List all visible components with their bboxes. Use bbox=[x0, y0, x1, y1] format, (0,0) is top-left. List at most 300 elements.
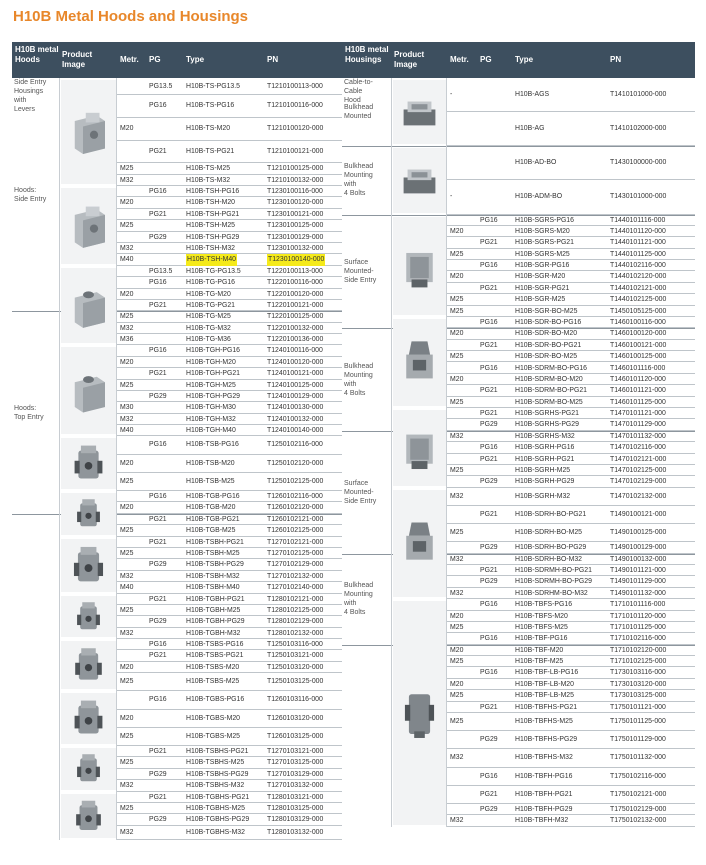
table-row bbox=[116, 141, 342, 164]
pn-cell: T1710102116-000 bbox=[610, 635, 666, 643]
pn-cell: T1470102121-000 bbox=[610, 455, 667, 463]
metric-cell: M25 bbox=[450, 466, 464, 474]
table-row bbox=[116, 78, 342, 95]
pg-cell: PG21 bbox=[149, 538, 167, 546]
type-cell: H10B-TS-PG13.5 bbox=[186, 83, 240, 90]
pn-cell: T1260103116-000 bbox=[267, 696, 323, 704]
housing-bulkhead-4bolt-image bbox=[393, 148, 446, 212]
metric-cell: M40 bbox=[120, 427, 134, 435]
hood-side-entry-high-image bbox=[61, 188, 116, 264]
header-metric: Metr. bbox=[120, 55, 139, 64]
metric-cell: M40 bbox=[120, 584, 134, 592]
metric-cell: M25 bbox=[120, 381, 134, 389]
type-cell: H10B-TSBH-M40 bbox=[186, 584, 240, 592]
table-row bbox=[446, 328, 695, 339]
type-cell: H10B-SGRS-M25 bbox=[515, 250, 570, 258]
table-row bbox=[446, 622, 695, 633]
column-divider bbox=[116, 78, 117, 840]
pn-cell: T1210100121-000 bbox=[267, 147, 324, 155]
metric-cell: M25 bbox=[450, 296, 464, 304]
metric-cell: M20 bbox=[120, 124, 134, 132]
table-row bbox=[446, 146, 695, 180]
pn-cell: T1250103121-000 bbox=[267, 652, 324, 660]
pg-cell: PG21 bbox=[149, 147, 167, 155]
table-row bbox=[116, 571, 342, 582]
table-row bbox=[446, 294, 695, 305]
metric-cell: M25 bbox=[120, 759, 134, 767]
housing-lever-tgbs-image bbox=[61, 693, 116, 744]
table-row bbox=[446, 679, 695, 690]
table-row bbox=[116, 436, 342, 454]
pn-cell: T1730103116-000 bbox=[610, 669, 666, 677]
pg-cell: PG29 bbox=[149, 618, 167, 626]
table-row bbox=[446, 702, 695, 713]
type-cell: H10B-TGB-M25 bbox=[186, 527, 236, 535]
column-divider bbox=[391, 78, 392, 827]
type-cell: H10B-SGRS-PG16 bbox=[515, 216, 574, 224]
pn-cell: T1220100125-000 bbox=[267, 313, 324, 321]
table-row bbox=[446, 815, 695, 826]
pn-cell: T1710102120-000 bbox=[610, 646, 667, 654]
hoods-table bbox=[12, 42, 342, 840]
pn-cell: T1460100120-000 bbox=[610, 330, 667, 338]
type-cell: H10B-TGBHS-PG29 bbox=[186, 816, 250, 824]
type-cell: H10B-TGBHS-M25 bbox=[186, 804, 245, 812]
housings-table-header bbox=[342, 42, 695, 78]
pn-cell: T1260103120-000 bbox=[267, 714, 324, 722]
type-cell: H10B-TSBHS-M25 bbox=[186, 759, 245, 767]
table-row bbox=[446, 397, 695, 408]
type-cell: H10B-TBFH-M32 bbox=[515, 817, 569, 825]
table-row bbox=[446, 306, 695, 317]
pn-cell: T1750101121-000 bbox=[610, 703, 666, 711]
pn-cell: T1230100120-000 bbox=[267, 199, 324, 207]
pg-cell: PG21 bbox=[149, 301, 167, 309]
type-cell: H10B-SDRM-BO-PG16 bbox=[515, 364, 587, 372]
pn-cell: T1240100120-000 bbox=[267, 358, 324, 366]
metric-cell: M20 bbox=[120, 358, 134, 366]
table-row bbox=[116, 757, 342, 768]
type-cell: H10B-TSBH-M32 bbox=[186, 572, 240, 580]
pg-cell: PG21 bbox=[149, 595, 167, 603]
hoods-table-body bbox=[12, 78, 342, 840]
pg-cell: PG21 bbox=[149, 652, 167, 660]
type-cell: H10B-TSBHS-PG29 bbox=[186, 770, 249, 778]
pg-cell: PG21 bbox=[149, 370, 167, 378]
pn-cell: T1750101125-000 bbox=[610, 718, 666, 725]
pn-cell: T1730103125-000 bbox=[610, 692, 667, 700]
pn-cell: T1250103125-000 bbox=[267, 678, 324, 686]
pn-cell: T1240100130-000 bbox=[267, 404, 324, 412]
type-cell: H10B-TSH-PG21 bbox=[186, 210, 240, 218]
pn-cell: T1750102129-000 bbox=[610, 806, 667, 814]
type-cell: H10B-TG-PG13.5 bbox=[186, 267, 241, 275]
table-row bbox=[446, 363, 695, 374]
table-row bbox=[446, 749, 695, 767]
type-cell: H10B-TS-M25 bbox=[186, 165, 231, 173]
table-row bbox=[116, 220, 342, 231]
pn-cell: T1220100120-000 bbox=[267, 290, 324, 298]
pn-cell: T1710102125-000 bbox=[610, 658, 667, 666]
metric-cell: M30 bbox=[120, 404, 134, 412]
pn-cell: T1470101129-000 bbox=[610, 421, 666, 429]
pn-cell: T1240100125-000 bbox=[267, 381, 324, 389]
type-cell: H10B-SGRS-M20 bbox=[515, 227, 570, 235]
metric-cell: M36 bbox=[120, 336, 134, 344]
type-cell: H10B-TSB-M25 bbox=[186, 477, 235, 485]
pg-cell: PG16 bbox=[480, 669, 498, 677]
table-row bbox=[446, 180, 695, 214]
table-row bbox=[116, 311, 342, 322]
table-row bbox=[116, 175, 342, 186]
table-row bbox=[116, 582, 342, 593]
type-cell: H10B-TSB-PG16 bbox=[186, 441, 239, 449]
group-divider bbox=[342, 146, 695, 147]
metric-cell: M25 bbox=[120, 313, 134, 321]
table-row bbox=[116, 710, 342, 728]
pg-cell: PG16 bbox=[480, 444, 498, 452]
type-cell: H10B-TGH-M30 bbox=[186, 404, 236, 412]
table-row bbox=[116, 455, 342, 473]
type-cell: H10B-TG-PG16 bbox=[186, 279, 236, 287]
pn-cell: T1270102132-000 bbox=[267, 572, 324, 580]
type-cell: H10B-TBFHS-M32 bbox=[515, 754, 573, 762]
table-row bbox=[116, 163, 342, 174]
type-cell: H10B-TBFHS-PG29 bbox=[515, 736, 578, 744]
pg-cell: PG29 bbox=[149, 816, 167, 824]
table-row bbox=[116, 209, 342, 220]
pn-cell: T1250102120-000 bbox=[267, 459, 324, 467]
type-cell: H10B-AG bbox=[515, 125, 545, 133]
metric-cell: - bbox=[450, 193, 453, 201]
pn-cell: T1280102132-000 bbox=[267, 629, 324, 637]
type-cell: H10B-TGH-M25 bbox=[186, 381, 236, 389]
table-row bbox=[116, 197, 342, 208]
group-label: Cable-to- Cable Hood bbox=[344, 79, 373, 104]
header-pn: PN bbox=[610, 55, 622, 64]
pn-cell: T1270102140-000 bbox=[267, 584, 324, 592]
group-label: Bulkhead Mounted bbox=[344, 104, 374, 121]
type-cell: H10B-TSBH-M25 bbox=[186, 549, 240, 557]
pn-cell: T1270103125-000 bbox=[267, 759, 324, 767]
pn-cell: T1470101132-000 bbox=[610, 432, 666, 440]
table-row bbox=[116, 525, 342, 536]
type-cell: H10B-TGH-PG16 bbox=[186, 347, 240, 355]
table-row bbox=[446, 565, 695, 576]
type-cell: H10B-TGBH-PG29 bbox=[186, 618, 245, 626]
type-cell: H10B-SGR-BO-M25 bbox=[515, 307, 578, 315]
housing-surface-side-image bbox=[393, 217, 446, 315]
pn-cell: T1440101116-000 bbox=[610, 216, 666, 224]
metric-cell: M32 bbox=[450, 555, 464, 563]
pn-cell: T1440101121-000 bbox=[610, 239, 666, 247]
table-row bbox=[446, 112, 695, 146]
metric-cell: M32 bbox=[120, 782, 134, 790]
type-cell: H10B-SDR-BO-M25 bbox=[515, 353, 578, 361]
pn-cell: T1450105125-000 bbox=[610, 307, 667, 315]
pn-cell: T1240100129-000 bbox=[267, 392, 324, 400]
metric-cell: M25 bbox=[120, 527, 134, 535]
table-row bbox=[446, 465, 695, 476]
type-cell: H10B-SGR-M20 bbox=[515, 273, 566, 281]
pg-cell: PG29 bbox=[480, 578, 498, 586]
metric-cell: M25 bbox=[450, 529, 464, 537]
metric-cell: M25 bbox=[450, 307, 464, 315]
table-row bbox=[116, 300, 342, 311]
pn-cell: T1460101125-000 bbox=[610, 398, 666, 406]
pg-cell: PG16 bbox=[480, 772, 498, 780]
metric-cell: M25 bbox=[120, 549, 134, 557]
metric-cell: M20 bbox=[120, 290, 134, 298]
group-label: Surface Mounted- Side Entry bbox=[344, 479, 377, 505]
table-row bbox=[446, 542, 695, 553]
pn-cell: T1230100125-000 bbox=[267, 222, 324, 230]
table-row bbox=[446, 656, 695, 667]
type-cell: H10B-TG-M20 bbox=[186, 290, 231, 298]
metric-cell: M20 bbox=[450, 612, 464, 620]
hood-top-entry-high-image bbox=[61, 347, 116, 434]
type-cell: H10B-TBFH-PG21 bbox=[515, 790, 573, 798]
type-cell: H10B-TSH-M40 bbox=[186, 254, 237, 265]
pg-cell: PG21 bbox=[480, 510, 498, 518]
pn-cell: T1250103120-000 bbox=[267, 663, 324, 671]
housing-lever-tsbh-image bbox=[61, 539, 116, 592]
pn-cell: T1250102116-000 bbox=[267, 441, 323, 449]
type-cell: H10B-TGBHS-PG21 bbox=[186, 793, 250, 801]
pg-cell: PG29 bbox=[480, 736, 498, 744]
table-row bbox=[446, 768, 695, 786]
table-row bbox=[116, 402, 342, 413]
table-row bbox=[116, 826, 342, 841]
pg-cell: PG13.5 bbox=[149, 83, 173, 90]
table-row bbox=[116, 118, 342, 141]
type-cell: H10B-TBF-LB-PG16 bbox=[515, 669, 579, 677]
table-row bbox=[446, 283, 695, 294]
group-divider bbox=[342, 215, 695, 216]
pg-cell: PG16 bbox=[480, 364, 498, 372]
table-row bbox=[446, 611, 695, 622]
pn-cell: T1210100113-000 bbox=[267, 83, 323, 90]
pn-cell: T1460101121-000 bbox=[610, 387, 666, 395]
pn-cell: T1490101129-000 bbox=[610, 578, 666, 586]
metric-cell: M25 bbox=[120, 606, 134, 614]
pn-cell: T1220100132-000 bbox=[267, 324, 324, 332]
table-row bbox=[116, 548, 342, 559]
type-cell: H10B-TSBS-PG16 bbox=[186, 641, 244, 649]
type-cell: H10B-TSBHS-M32 bbox=[186, 782, 245, 790]
metric-cell: M32 bbox=[120, 629, 134, 637]
type-cell: H10B-AGS bbox=[515, 91, 550, 98]
table-row bbox=[116, 266, 342, 277]
pg-cell: PG16 bbox=[480, 635, 498, 643]
pn-cell: T1240100116-000 bbox=[267, 347, 323, 355]
metric-cell: M20 bbox=[450, 646, 464, 654]
table-row bbox=[116, 746, 342, 757]
table-row bbox=[446, 633, 695, 644]
pn-cell: T1750101129-000 bbox=[610, 736, 666, 744]
header-pn: PN bbox=[267, 55, 279, 64]
metric-cell: M25 bbox=[120, 732, 134, 740]
table-row bbox=[116, 334, 342, 345]
pn-cell: T1210100132-000 bbox=[267, 176, 324, 184]
pn-cell: T1260102116-000 bbox=[267, 493, 323, 501]
pn-cell: T1430100000-000 bbox=[610, 159, 667, 167]
header-type: Type bbox=[515, 55, 534, 64]
table-row bbox=[446, 249, 695, 260]
pn-cell: T1410102000-000 bbox=[610, 125, 667, 133]
pg-cell: PG21 bbox=[149, 515, 167, 523]
pg-cell: PG21 bbox=[480, 455, 498, 463]
pn-cell: T1280102125-000 bbox=[267, 606, 324, 614]
type-cell: H10B-SGRH-M32 bbox=[515, 492, 571, 500]
type-cell: H10B-TGBS-PG16 bbox=[186, 696, 245, 704]
type-cell: H10B-TGH-M40 bbox=[186, 427, 236, 435]
pg-cell: PG21 bbox=[480, 387, 498, 395]
type-cell: H10B-TBFS-M25 bbox=[515, 623, 568, 631]
pn-cell: T1440102116-000 bbox=[610, 262, 666, 270]
table-row bbox=[116, 780, 342, 791]
table-row bbox=[116, 650, 342, 661]
pg-cell: PG21 bbox=[149, 793, 167, 801]
metric-cell: M32 bbox=[120, 324, 134, 332]
pn-cell: T1280103125-000 bbox=[267, 804, 324, 812]
housings-table bbox=[342, 42, 695, 827]
pn-cell: T1410101000-000 bbox=[610, 91, 667, 98]
pn-cell: T1260103125-000 bbox=[267, 732, 324, 740]
metric-cell: M32 bbox=[120, 572, 134, 580]
type-cell: H10B-TGBH-M32 bbox=[186, 629, 241, 637]
pg-cell: PG16 bbox=[480, 601, 498, 609]
group-label: Hoods: Side Entry bbox=[14, 186, 47, 203]
pn-cell: T1730103120-000 bbox=[610, 680, 667, 688]
table-row bbox=[446, 374, 695, 385]
metric-cell: M40 bbox=[120, 256, 134, 264]
type-cell: H10B-TBFHS-PG21 bbox=[515, 703, 578, 711]
pg-cell: PG29 bbox=[149, 770, 167, 778]
pn-cell: T1230100116-000 bbox=[267, 188, 323, 196]
metric-cell: M25 bbox=[450, 623, 464, 631]
type-cell: H10B-SDRH-BO-PG21 bbox=[515, 510, 587, 518]
group-label: Surface Mounted- Side Entry bbox=[344, 258, 377, 284]
group-label: Side Entry Housings with Levers bbox=[14, 79, 47, 113]
housing-lever-tgbhs-image bbox=[61, 794, 116, 839]
pn-cell: T1220100116-000 bbox=[267, 279, 323, 287]
table-row bbox=[116, 277, 342, 288]
table-row bbox=[446, 431, 695, 442]
type-cell: H10B-TSBS-M25 bbox=[186, 678, 240, 686]
type-cell: H10B-TGBHS-M32 bbox=[186, 828, 245, 836]
hood-side-entry-image bbox=[61, 80, 116, 184]
pn-cell: T1260102125-000 bbox=[267, 527, 324, 535]
pn-cell: T1250103116-000 bbox=[267, 641, 323, 649]
pn-cell: T1230100140-000 bbox=[267, 254, 325, 265]
metric-cell: M25 bbox=[120, 678, 134, 686]
table-row bbox=[446, 690, 695, 701]
header-product-image: Product Image bbox=[394, 50, 425, 69]
pn-cell: T1470102125-000 bbox=[610, 466, 667, 474]
metric-cell: M25 bbox=[450, 353, 464, 361]
group-label: Bulkhead Mounting with 4 Bolts bbox=[344, 163, 374, 198]
table-row bbox=[116, 594, 342, 605]
pg-cell: PG16 bbox=[149, 347, 167, 355]
type-cell: H10B-SDRH-BO-PG29 bbox=[515, 544, 587, 552]
pg-cell: PG16 bbox=[480, 262, 498, 270]
type-cell: H10B-TGH-PG21 bbox=[186, 370, 240, 378]
pn-cell: T1460101120-000 bbox=[610, 375, 666, 383]
header-pg: PG bbox=[149, 55, 161, 64]
type-cell: H10B-TBFS-M20 bbox=[515, 612, 568, 620]
group-label: Bulkhead Mounting with 4 Bolts bbox=[344, 582, 374, 617]
type-cell: H10B-SDRH-BO-M25 bbox=[515, 529, 583, 537]
table-row bbox=[446, 476, 695, 487]
pg-cell: PG29 bbox=[480, 421, 498, 429]
type-cell: H10B-TBF-M20 bbox=[515, 646, 564, 654]
table-row bbox=[116, 814, 342, 825]
type-cell: H10B-SGRHS-PG29 bbox=[515, 421, 579, 429]
type-cell: H10B-TS-PG16 bbox=[186, 102, 235, 110]
table-row bbox=[446, 408, 695, 419]
pg-cell: PG29 bbox=[480, 478, 498, 486]
pn-cell: T1270102121-000 bbox=[267, 538, 324, 546]
type-cell: H10B-TBFS-PG16 bbox=[515, 601, 573, 609]
table-row bbox=[446, 340, 695, 351]
type-cell: H10B-TSBS-PG21 bbox=[186, 652, 244, 660]
metric-cell: M25 bbox=[120, 165, 134, 173]
table-row bbox=[116, 368, 342, 379]
table-row bbox=[116, 691, 342, 709]
pn-cell: T1280103129-000 bbox=[267, 816, 324, 824]
metric-cell: M20 bbox=[450, 680, 464, 688]
pn-cell: T1230100132-000 bbox=[267, 245, 324, 252]
type-cell: H10B-SGRH-PG29 bbox=[515, 478, 575, 486]
table-row bbox=[116, 95, 342, 118]
type-cell: H10B-SGRH-PG21 bbox=[515, 455, 575, 463]
pn-cell: T1270102129-000 bbox=[267, 561, 324, 569]
type-cell: H10B-TGBS-M25 bbox=[186, 732, 240, 740]
metric-cell: M32 bbox=[120, 245, 134, 252]
pg-cell: PG16 bbox=[149, 188, 167, 196]
table-row bbox=[446, 804, 695, 815]
type-cell: H10B-TBF-M25 bbox=[515, 658, 564, 666]
pn-cell: T1280103132-000 bbox=[267, 828, 324, 836]
table-row bbox=[116, 662, 342, 673]
metric-cell: M32 bbox=[120, 415, 134, 423]
pg-cell: PG29 bbox=[149, 561, 167, 569]
table-row bbox=[446, 506, 695, 524]
pg-cell: PG16 bbox=[480, 318, 498, 326]
header-hoods: H10B metal Hoods bbox=[15, 45, 59, 64]
pn-cell: T1490101121-000 bbox=[610, 567, 666, 575]
table-row bbox=[116, 380, 342, 391]
metric-cell: M20 bbox=[450, 273, 464, 281]
pn-cell: T1490100121-000 bbox=[610, 510, 667, 518]
table-row bbox=[116, 425, 342, 436]
header-housings: H10B metal Housings bbox=[345, 45, 389, 64]
metric-cell: M20 bbox=[120, 504, 134, 512]
group-label: Bulkhead Mounting with 4 Bolts bbox=[344, 362, 374, 397]
type-cell: H10B-TBF-PG16 bbox=[515, 635, 568, 643]
type-cell: H10B-SGRH-M25 bbox=[515, 466, 571, 474]
pn-cell: T1460101116-000 bbox=[610, 364, 666, 372]
metric-cell: M20 bbox=[450, 330, 464, 338]
pg-cell: PG16 bbox=[149, 641, 167, 649]
metric-cell: M20 bbox=[120, 459, 134, 467]
table-row bbox=[446, 713, 695, 731]
pn-cell: T1260102120-000 bbox=[267, 504, 324, 512]
type-cell: H10B-TSBH-PG21 bbox=[186, 538, 244, 546]
type-cell: H10B-TG-M32 bbox=[186, 324, 231, 332]
pg-cell: PG16 bbox=[149, 102, 167, 110]
